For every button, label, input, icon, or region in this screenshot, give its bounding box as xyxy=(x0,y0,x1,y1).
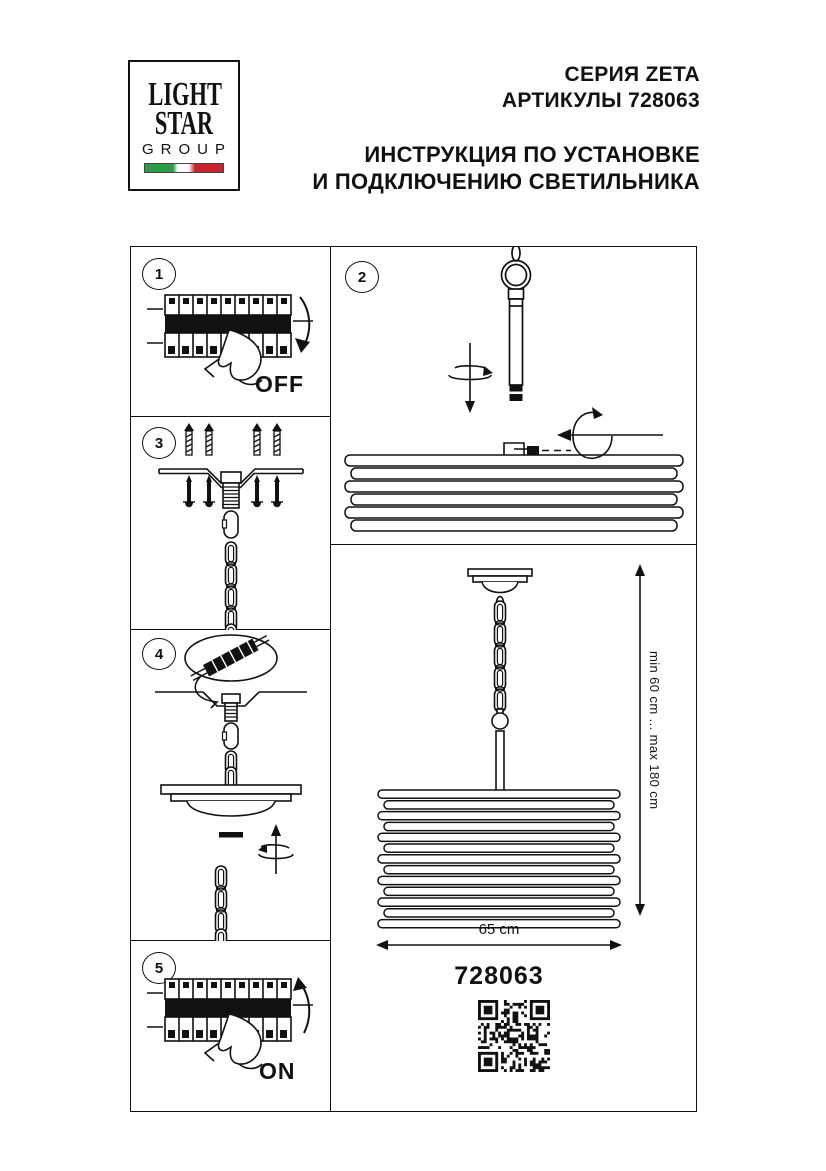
instruction-line-1: ИНСТРУКЦИЯ ПО УСТАНОВКЕ xyxy=(364,142,700,167)
logo-light: LIGHT xyxy=(148,76,222,113)
off-label: OFF xyxy=(255,371,304,397)
step-panel-5 xyxy=(131,941,331,1111)
article-number: 728063 xyxy=(454,962,544,990)
articles-title: АРТИКУЛЫ 728063 xyxy=(501,89,700,112)
step-number-4: 4 xyxy=(154,645,164,663)
instruction-line-2: И ПОДКЛЮЧЕНИЮ СВЕТИЛЬНИКА xyxy=(312,169,700,194)
instruction-title xyxy=(260,141,700,195)
rod-and-shade-illustration xyxy=(331,247,695,543)
dimension-diagram-panel xyxy=(331,545,696,1111)
width-dimension-label: 65 cm xyxy=(478,921,520,938)
height-dimension-label: min 60 cm ... max 180 cm xyxy=(647,651,662,810)
header-titles xyxy=(260,62,700,195)
lightstar-logo xyxy=(128,60,240,191)
italian-flag-stripe xyxy=(144,163,224,173)
logo-group: GROUP xyxy=(141,141,232,158)
step-number-1: 1 xyxy=(154,265,164,283)
width-dimension-arrow xyxy=(376,940,622,950)
step-panel-1 xyxy=(131,247,331,417)
step-panel-2 xyxy=(331,247,696,545)
on-label: ON xyxy=(259,1058,296,1084)
canopy-assembly-illustration xyxy=(131,630,331,941)
step-panel-3 xyxy=(131,417,331,630)
mounting-bracket-illustration xyxy=(131,417,331,630)
step-panel-4 xyxy=(131,630,331,941)
series-title: СЕРИЯ ZETA xyxy=(564,63,700,86)
qr-code xyxy=(478,1000,550,1072)
step-number-3: 3 xyxy=(154,434,164,452)
logo-star: STAR xyxy=(154,105,214,142)
step-number-2: 2 xyxy=(357,268,367,286)
instruction-grid xyxy=(130,246,697,1112)
step-badge-1 xyxy=(142,258,176,290)
step-number-5: 5 xyxy=(154,959,164,977)
height-dimension-arrow xyxy=(635,564,645,916)
